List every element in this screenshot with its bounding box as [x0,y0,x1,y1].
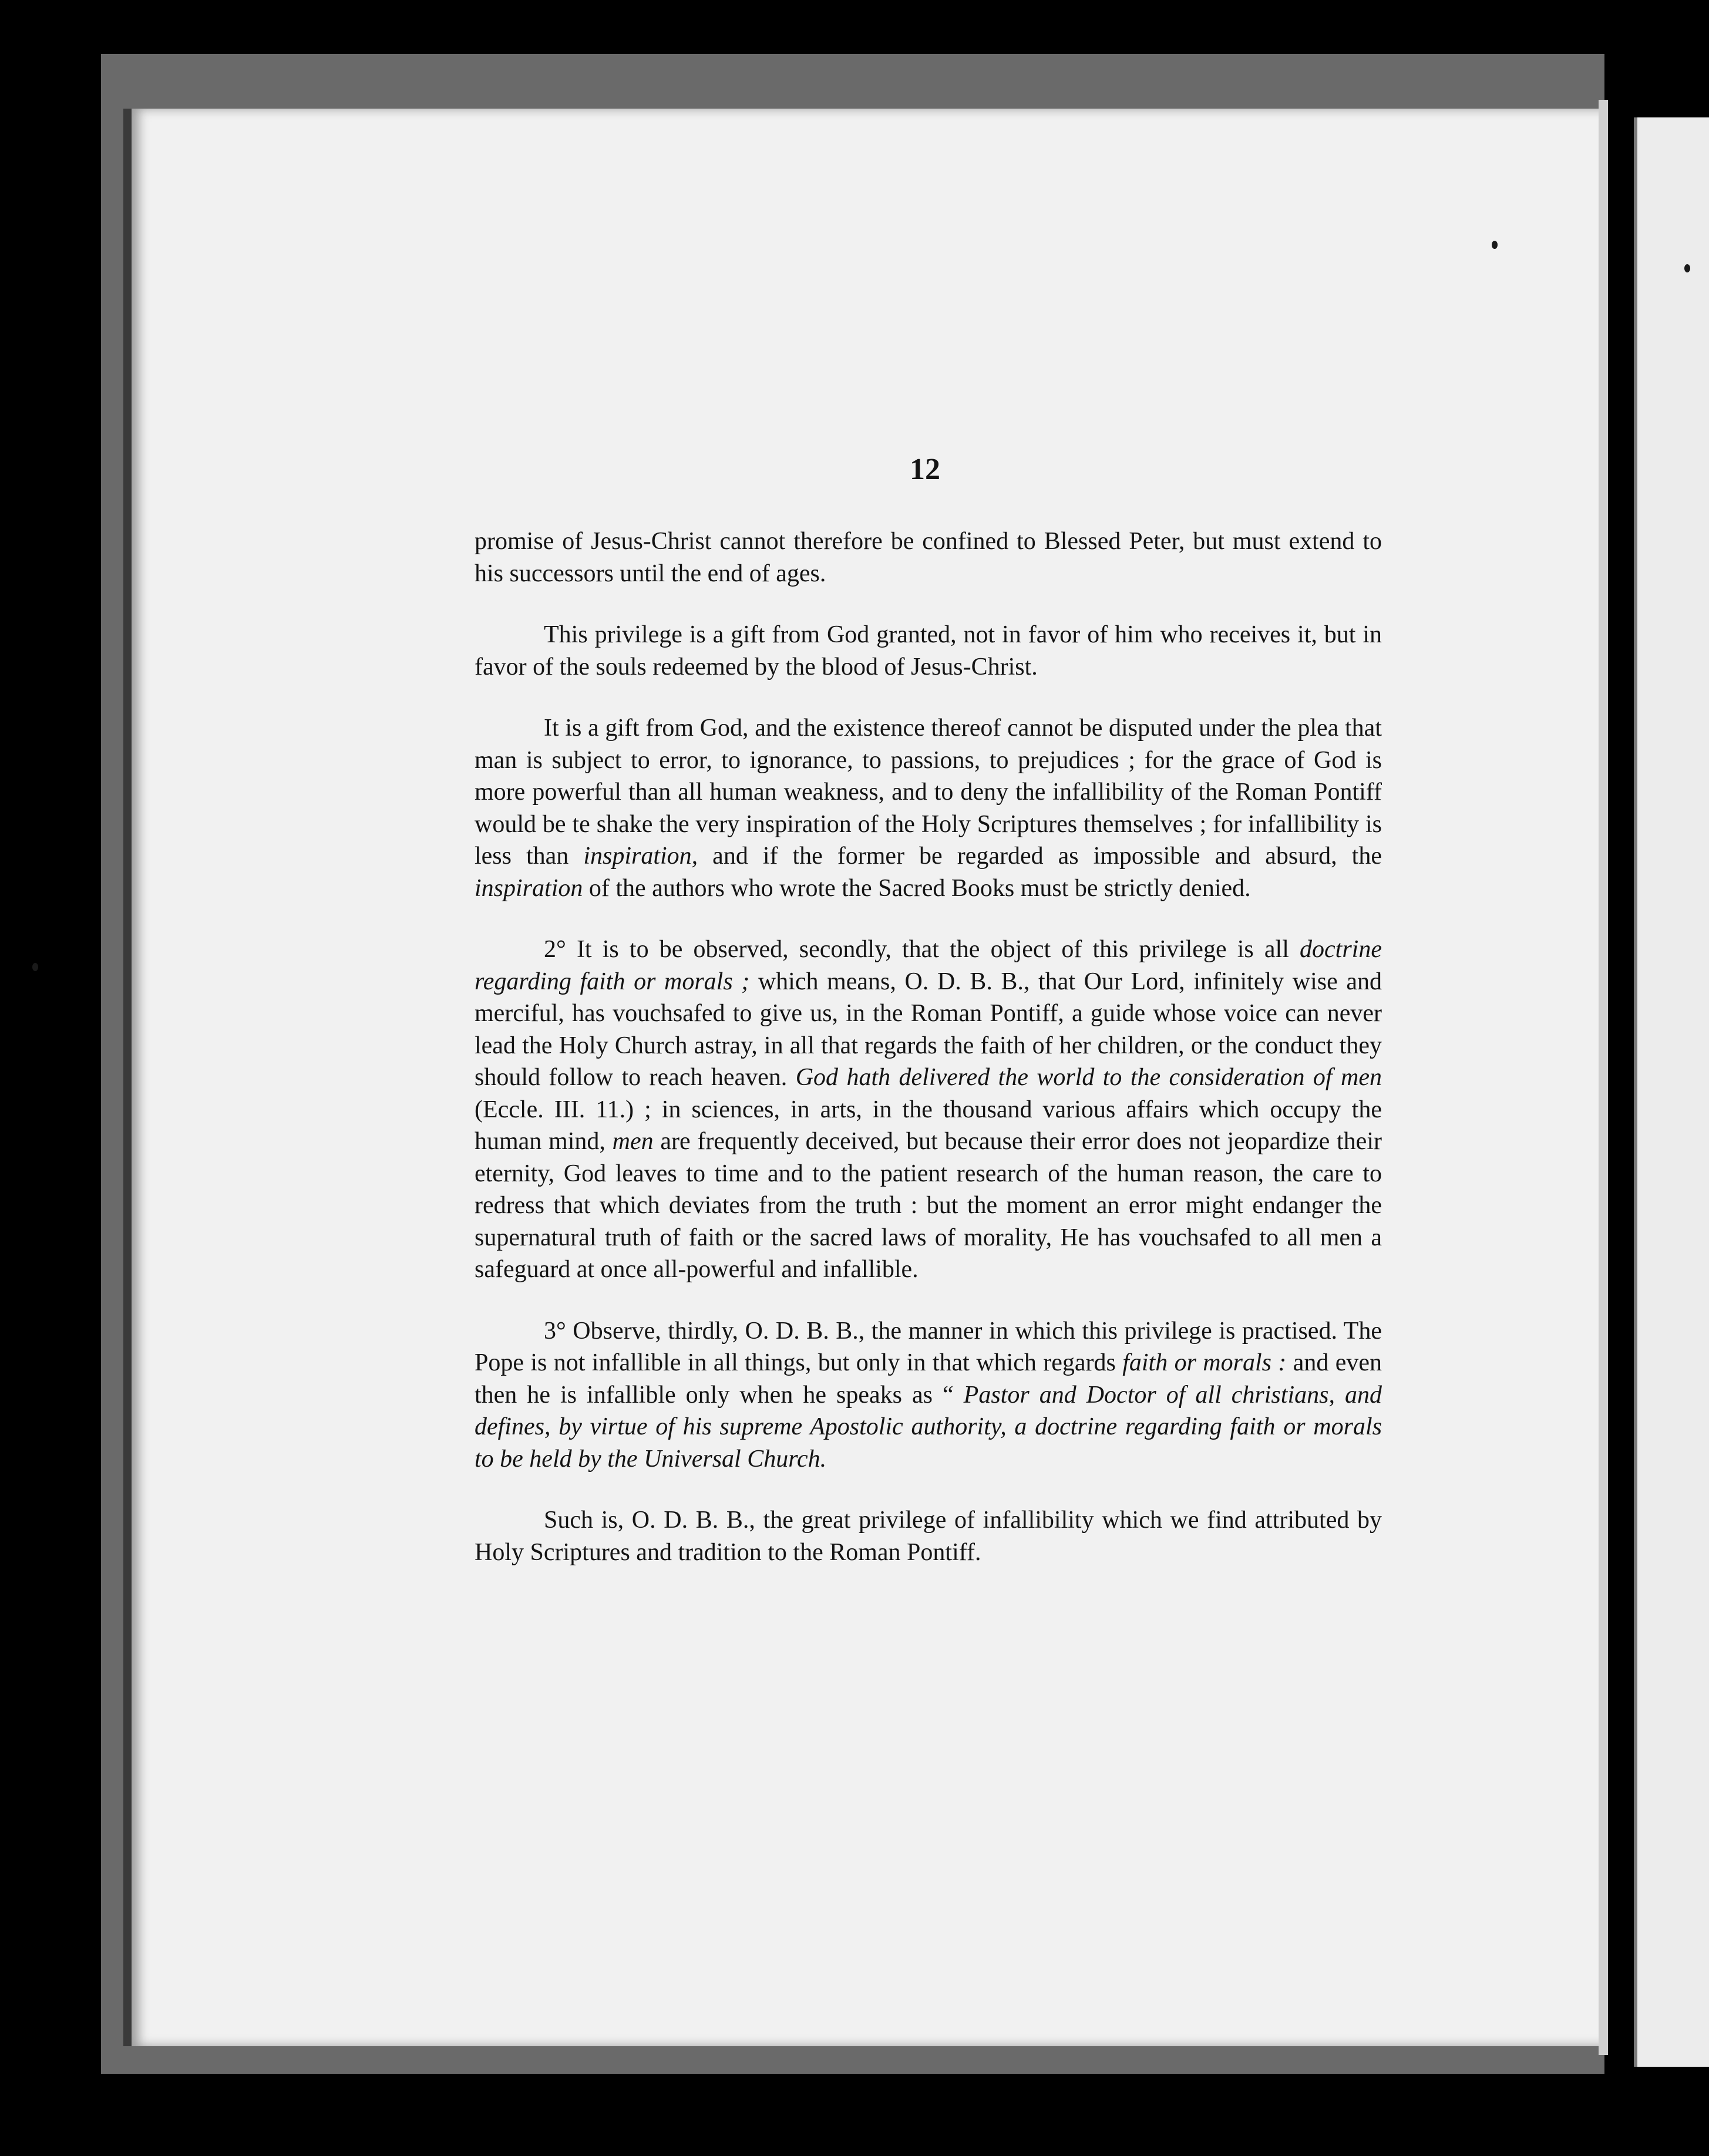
body-text [475,525,1382,1598]
text-run: are frequently deceived, but because their error does not jeopardize their eternity, God leaves to time and to the patient research of the human reason, the care to redress that which deviates from the truth : but the moment an error might endanger the supernatural truth of faith or the sacred laws of morality, He has vouchsafed to all men a safeguard at once all-powerful and infallible. [475,1128,1382,1283]
italic-text: men [612,1128,654,1155]
text-run: which means, O. D. B. B., that Our Lord, infinitely wise and merciful, has vouchsafed to give us, in the Roman Pontiff, a guide whose voice can never lead the Holy Church astray, in all that regards the faith of her children, or the conduct they should follow to reach heaven. [475,968,1382,1091]
paragraph-5 [475,1315,1382,1475]
paragraph-3 [475,712,1382,904]
text-run: promise of Jesus-Christ cannot therefore be confined to Blessed Peter, but must extend to his successors until the end of ages. [475,528,1382,587]
text-run: and if the former be regarded as impossible and absurd, the [698,843,1382,870]
italic-text: doctrine regarding faith or morals ; [475,936,1382,995]
page-edge [1599,100,1608,2055]
text-run: This privilege is a gift from God granted, not in favor of him who receives it, but in favor of the souls redeemed by the blood of Jesus-Christ. [475,621,1382,681]
adjacent-page-edge [1634,117,1709,2067]
italic-text: God hath delivered the world to the consideration of men [795,1064,1382,1091]
scan-speck [1492,241,1498,249]
paragraph-6 [475,1504,1382,1568]
paragraph-4 [475,934,1382,1286]
text-run: and even then he is infallible only when he speaks as “ [475,1349,1382,1409]
text-run: (Eccle. III. 11.) ; in sciences, in arts, in the thousand various affairs which occupy the human mind, [475,1096,1382,1155]
scan-speck [1684,264,1690,272]
page-number: 12 [910,453,940,486]
text-run: 3° Observe, thirdly, O. D. B. B., the manner in which this privilege is practised. The Pope is not infallible in all things, but only in that which regards [475,1317,1382,1376]
text-run: of the authors who wrote the Sacred Books must be strictly denied. [583,874,1251,902]
italic-text: inspiration [475,874,583,902]
italic-text: faith or morals : [1122,1349,1287,1376]
scan-speck [32,963,38,971]
paragraph-1 [475,525,1382,589]
paragraph-2 [475,619,1382,683]
italic-text: inspiration, [583,843,698,870]
text-run: Such is, O. D. B. B., the great privilege of infallibility which we find attributed by Holy Scriptures and tradition to the Roman Pontiff. [475,1507,1382,1566]
text-run: It is a gift from God, and the existence thereof cannot be disputed under the plea that man is subject to error, to ignorance, to passions, to prejudices ; for the grace of God is more powerful than all human weakness, and to deny the infallibility of the Roman Pontiff would be te shake the very inspiration of the Holy Scriptures themselves ; for infallibility is less than [475,715,1382,870]
text-run: 2° It is to be observed, secondly, that the object of this privilege is all [544,936,1300,963]
italic-text: Pastor and Doctor of all christians, and defines, by virtue of his supreme Apostolic authority, a doctrine regarding faith or morals to be held by the Universal Church. [475,1381,1382,1473]
